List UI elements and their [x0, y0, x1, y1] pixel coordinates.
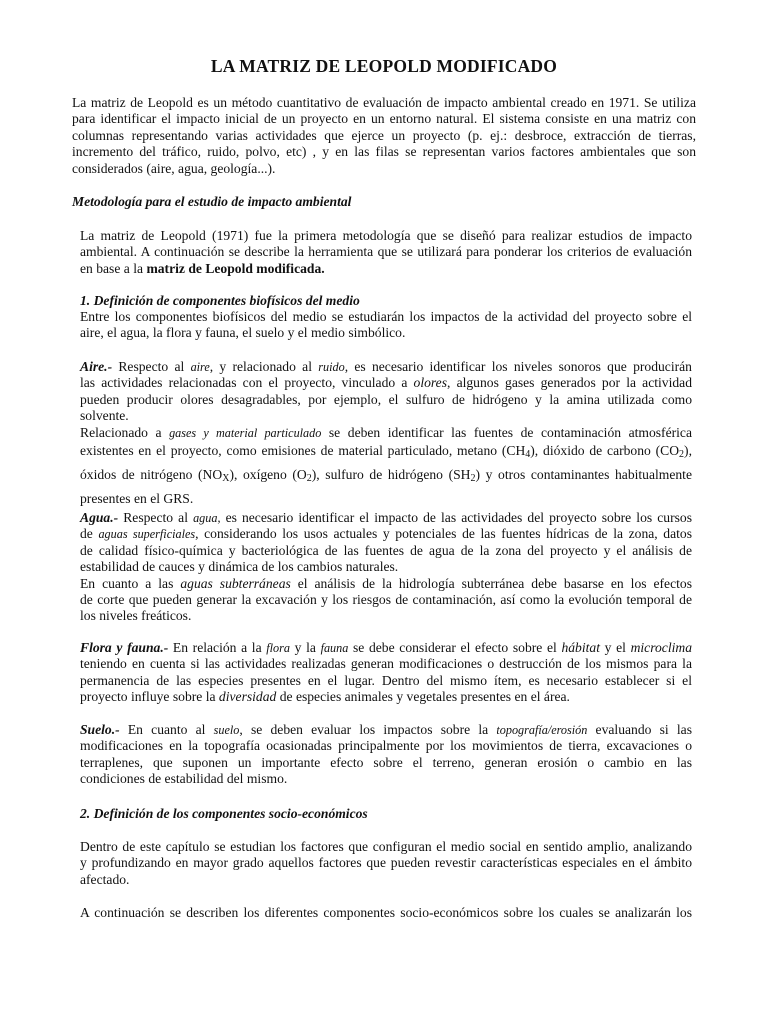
text-line: La matriz de Leopold es un método cuantitativo de evaluación de impacto ambiental creado en 1971. Se utiliza — [72, 95, 696, 110]
intro-paragraph — [72, 95, 696, 177]
text-line: para identificar el impacto inicial de un proyecto en un entorno natural. El sistema consiste en una matriz con — [72, 111, 696, 127]
text-fragment: en base a la — [80, 260, 147, 276]
text-fragment: , algunos gases generados por la actividad — [447, 375, 692, 391]
term-microclima: microclima — [630, 640, 692, 655]
text-line — [80, 441, 692, 465]
subscript: 2 — [306, 473, 312, 485]
text-fragment: , se deben evaluar los impactos sobre la — [239, 722, 497, 737]
text-line: terraplenes, que suponen un importante efecto sobre el terreno, generan erosión o cambio en las — [80, 754, 692, 770]
term-aire: aire — [190, 360, 210, 374]
text-fragment: En relación a la — [168, 640, 267, 655]
text-line: condiciones de estabilidad del mismo. — [80, 771, 288, 787]
text-fragment: Relacionado a — [80, 424, 170, 440]
text-line — [80, 640, 692, 656]
text-line: solvente. — [80, 408, 129, 424]
text-line: ambiental. A continuación se describe la herramienta que se utilizará para ponderar los criterios de evaluación — [80, 244, 692, 260]
text-line: y profundizando en mayor grado aquellos factores que pueden revestir características especiales en el ámbito — [80, 855, 692, 871]
term-gases: gases y material particulado — [169, 425, 322, 440]
text-line: aire, el agua, la flora y fauna, el suelo y el medio simbólico. — [80, 325, 406, 341]
text-line — [80, 465, 692, 489]
text-line — [80, 261, 692, 277]
aire-paragraph — [80, 359, 692, 509]
text-line: teniendo en cuenta si las actividades realizadas generan modificaciones o destrucción de los mismos para la — [80, 656, 692, 672]
text-line — [80, 425, 692, 441]
term-topografia: topografía/erosión — [496, 723, 588, 737]
text-line: La matriz de Leopold (1971) fue la primera metodología que se diseñó para realizar estudios de impacto — [80, 228, 692, 243]
term-fauna: fauna — [320, 641, 349, 655]
text-fragment: las actividades relacionadas con el proyecto, vinculado a — [80, 375, 414, 391]
text-line — [80, 359, 692, 375]
subscript: 4 — [525, 449, 531, 461]
text-fragment: evaluando si las — [587, 722, 692, 737]
text-fragment: el análisis de la hidrología subterránea debe basarse en los efectos — [290, 575, 692, 591]
section-heading-2: 2. Definición de los componentes socio-económicos — [80, 806, 368, 821]
bold-text: matriz de Leopold modificada. — [146, 260, 325, 276]
text-line: modificaciones en la topografía ocasionadas principalmente por los movimientos de tierra, excavaciones o — [80, 738, 692, 754]
text-fragment: y el — [599, 640, 631, 655]
text-line: Entre los componentes biofísicos del medio se estudiarán los impactos de la actividad del proyecto sobre el — [80, 309, 692, 324]
text-line: de calidad físico-química y bacteriológica de las fuentes de agua de la zona del proyecto y el análisis de — [80, 542, 692, 558]
methodology-paragraph — [80, 228, 692, 277]
text-line: A continuación se describen los diferentes componentes socio-económicos sobre los cuales se analizarán los — [80, 905, 692, 920]
text-fragment: proyecto influye sobre la — [80, 689, 219, 705]
text-line — [80, 722, 692, 738]
text-line: los niveles freáticos. — [80, 608, 192, 624]
text-fragment: ), — [684, 443, 692, 459]
text-line: columnas representando varias actividades que ejerce un proyecto (p. ej.: desbroce, extracción de tierras, — [72, 127, 696, 143]
subscript: 2 — [470, 473, 476, 485]
text-line: afectado. — [80, 871, 130, 887]
text-line — [80, 689, 692, 705]
term-flora: flora — [266, 641, 290, 655]
term-diversidad: diversidad — [218, 689, 277, 705]
text-line: incremento del tráfico, ruido, polvo, etc) , y en las filas se representan varios factores ambientales que son — [72, 144, 696, 160]
flora-label: Flora y fauna.- — [80, 640, 169, 655]
text-line — [80, 576, 692, 592]
text-fragment: se debe considerar el efecto sobre el — [348, 640, 562, 655]
text-line: pueden producir olores desagradables, por ejemplo, el sulfuro de hidrógeno y la amina utilizada como — [80, 391, 692, 407]
text-line: de corte que pueden generar la excavación y los riesgos de contaminación, así como la evolución temporal de — [80, 592, 692, 608]
text-fragment: ), oxígeno (O — [229, 467, 307, 483]
term-aguas-superficiales: aguas superficiales — [98, 527, 196, 542]
term-habitat: hábitat — [561, 640, 600, 655]
text-line — [80, 510, 692, 526]
text-fragment: , y relacionado al — [209, 359, 319, 374]
text-line: presentes en el GRS. — [80, 491, 194, 507]
suelo-label: Suelo.- — [80, 722, 120, 737]
text-line: considerados (aire, agua, geología...). — [72, 160, 276, 176]
text-fragment: ), dióxido de carbono (CO — [530, 443, 680, 459]
text-fragment: es necesario identificar el impacto de las actividades del proyecto sobre los cursos — [220, 510, 692, 525]
agua-label: Agua.- — [80, 510, 119, 525]
text-fragment: existentes en el proyecto, como emisiones de material particulado, metano (CH — [80, 443, 526, 459]
term-agua: agua, — [193, 511, 221, 525]
suelo-paragraph — [80, 722, 692, 788]
text-line — [80, 526, 692, 542]
term-ruido: ruido — [318, 360, 345, 374]
text-fragment: , considerando los usos actuales y potenciales de las fuentes hídricas de la zona, datos — [195, 526, 692, 542]
page-title: LA MATRIZ DE LEOPOLD MODIFICADO — [210, 56, 558, 76]
aire-label: Aire.- — [80, 359, 113, 374]
text-fragment: ), sulfuro de hidrógeno (SH — [311, 467, 471, 483]
text-fragment: , es necesario identificar los niveles sonoros que producirán — [344, 359, 692, 374]
term-aguas-subterraneas: aguas subterráneas — [180, 575, 291, 591]
text-fragment: óxidos de nitrógeno (NO — [80, 467, 223, 483]
subscript: 2 — [679, 449, 685, 461]
text-fragment: En cuanto al — [119, 722, 214, 737]
term-suelo: suelo — [213, 723, 240, 737]
subscript: X — [222, 473, 230, 485]
text-fragment: y la — [289, 640, 321, 655]
text-line: Dentro de este capítulo se estudian los factores que configuran el medio social en sentido amplio, analizando — [80, 839, 692, 854]
text-fragment: de — [80, 526, 99, 542]
text-fragment: se deben identificar las fuentes de contaminación atmosférica — [321, 424, 692, 440]
section-heading-methodology: Metodología para el estudio de impacto ambiental — [72, 194, 352, 209]
flora-paragraph — [80, 640, 692, 706]
text-line: permanencia de las especies presentes en el lugar. Dentro del mismo ítem, es necesario establecer si el — [80, 672, 692, 688]
socio-paragraph — [80, 839, 692, 888]
text-fragment: Respecto al — [112, 359, 191, 374]
last-paragraph — [80, 905, 692, 921]
text-line — [80, 375, 692, 391]
term-olores: olores — [413, 375, 448, 391]
text-fragment: En cuanto a las — [80, 575, 181, 591]
agua-paragraph — [80, 510, 692, 625]
biofisicos-paragraph — [80, 309, 692, 342]
text-fragment: ) y otros contaminantes habitualmente — [475, 467, 692, 483]
text-fragment: Respecto al — [118, 510, 194, 525]
text-line: estabilidad de cauces y dinámica de los cambios naturales. — [80, 559, 399, 575]
text-fragment: de especies animales y vegetales presentes en el área. — [276, 689, 570, 705]
section-heading-1: 1. Definición de componentes biofísicos del medio — [80, 293, 360, 308]
